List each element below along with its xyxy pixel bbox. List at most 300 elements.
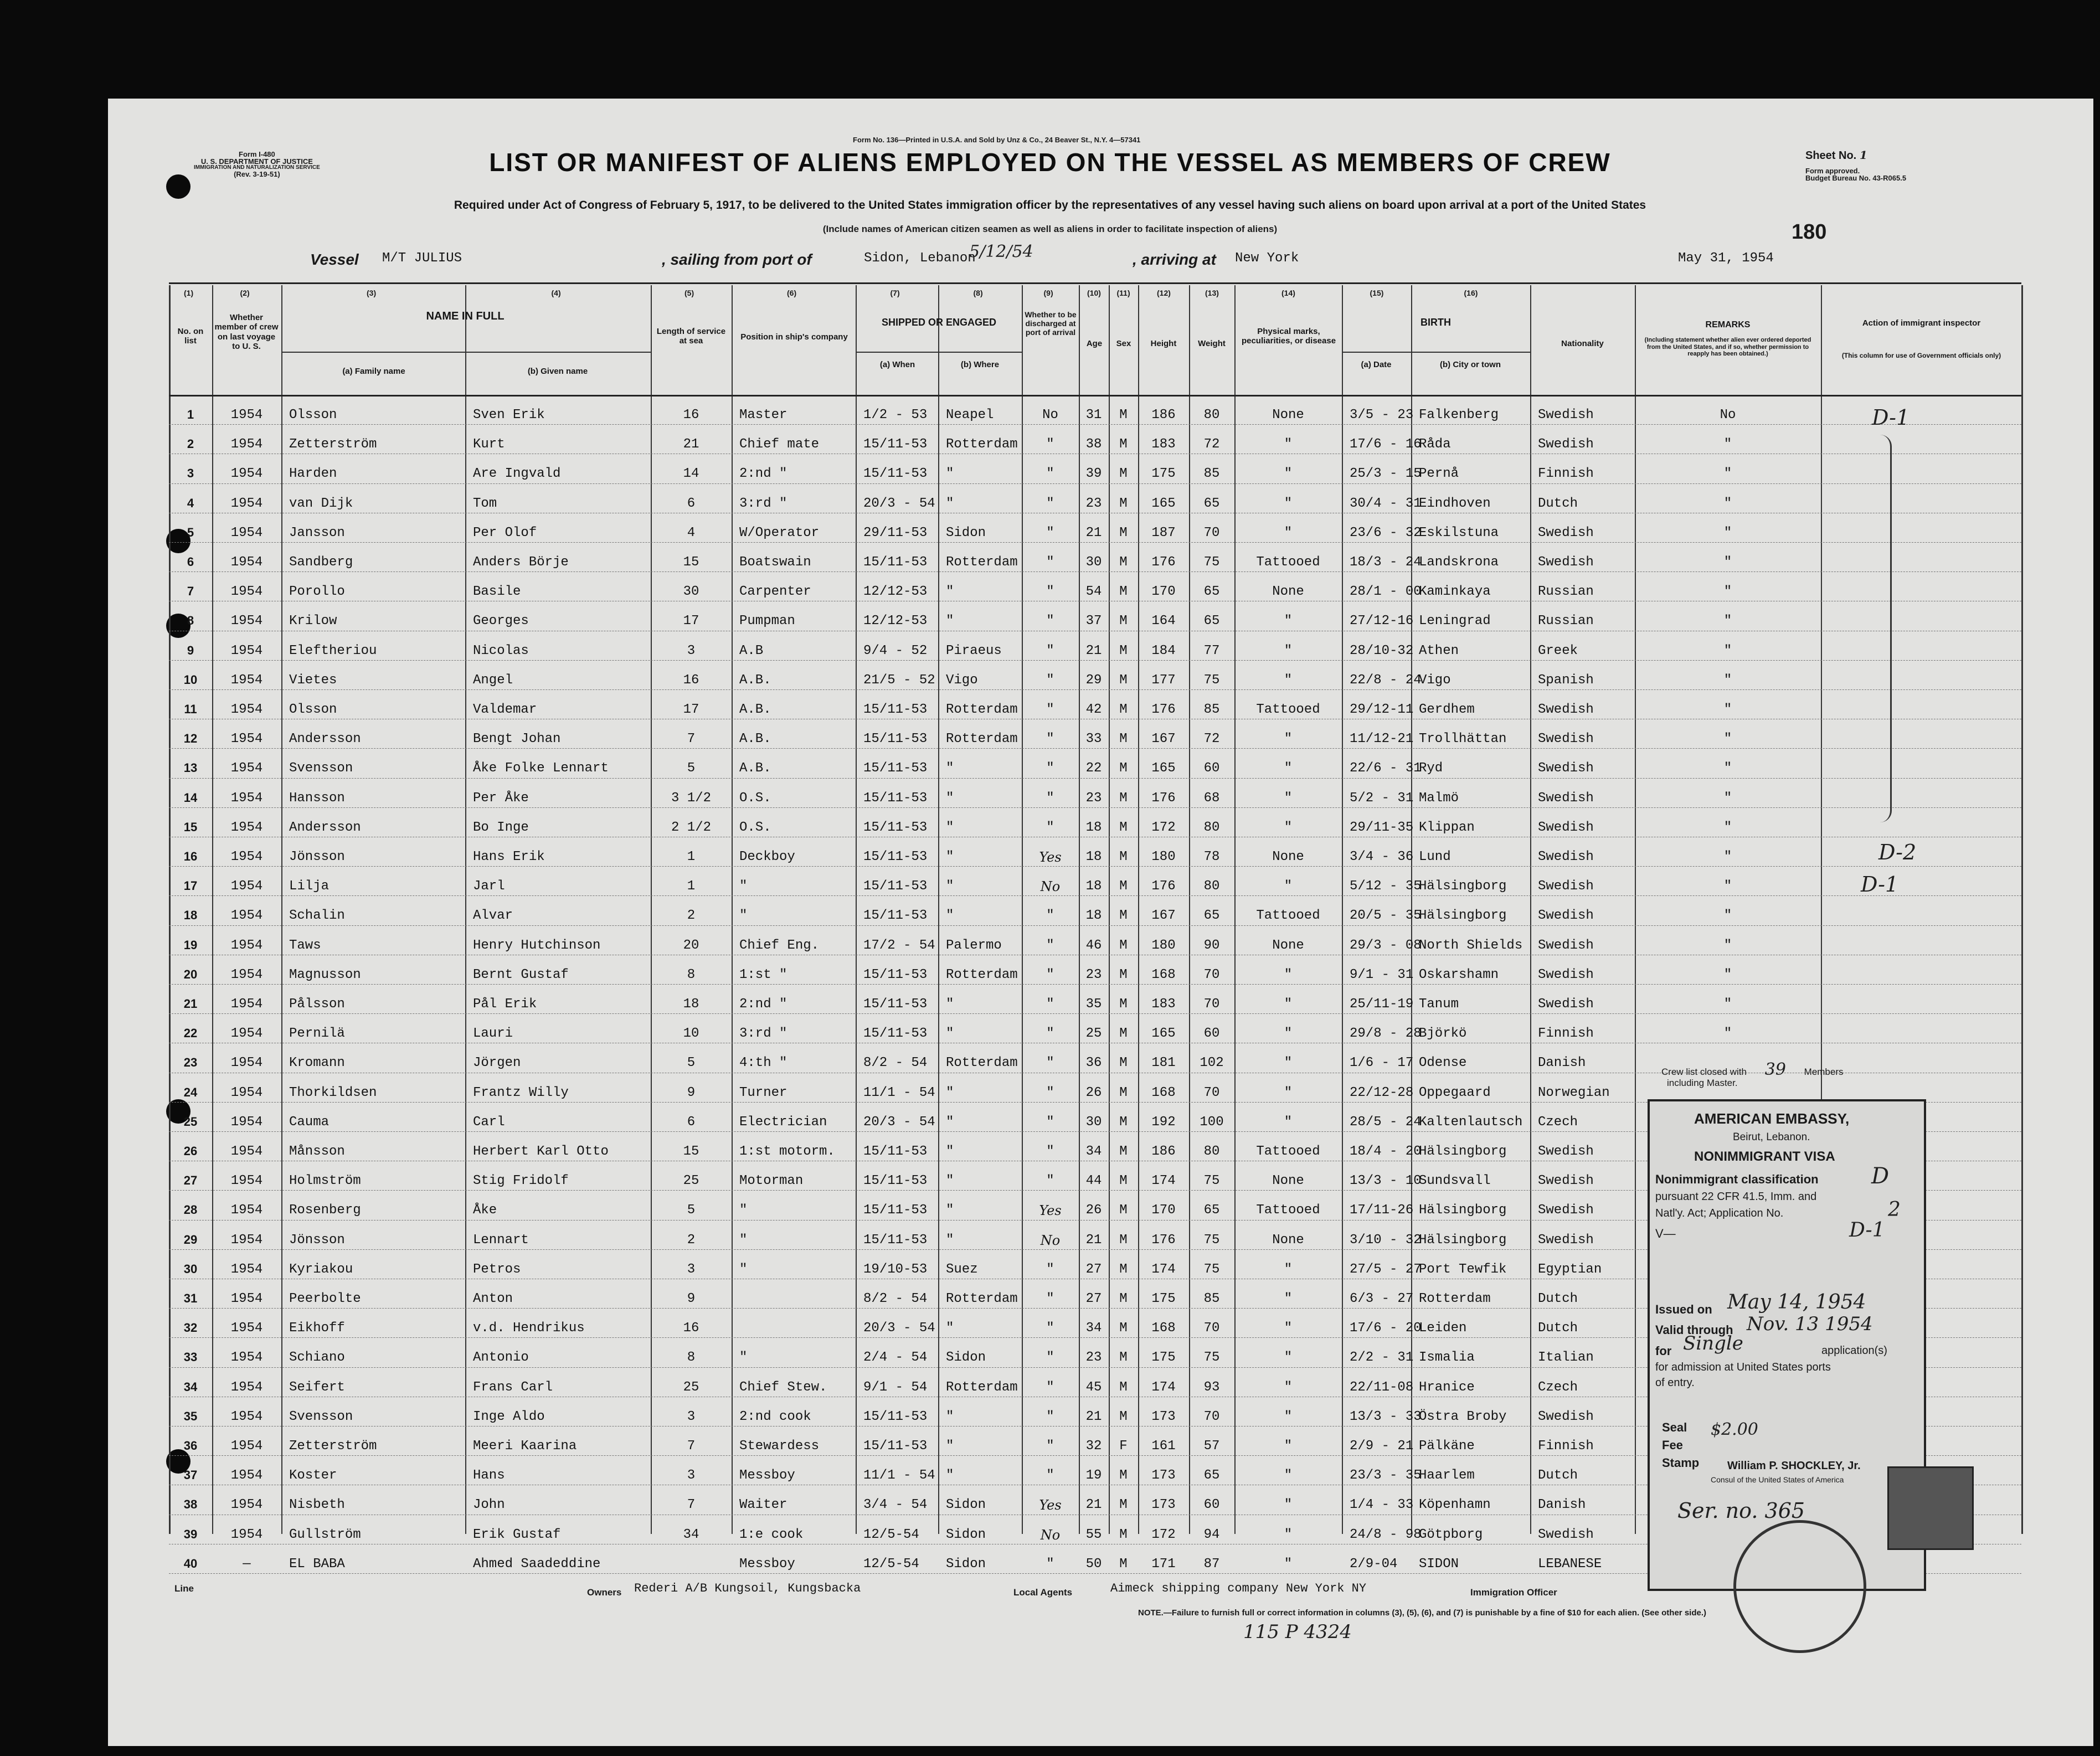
cell-yr: 1954 [230,1114,263,1130]
cell-len: 17 [683,614,699,629]
cell-where: Sidon [946,525,986,540]
cell-yr: 1954 [230,437,263,452]
cell-wt: 65 [1203,1468,1220,1484]
footer-owners-label: Owners [587,1587,622,1598]
cell-no: 17 [183,879,198,893]
cell-len: 3 [687,1409,696,1424]
cell-bd: 22/6 - 31 [1350,761,1422,776]
cell-giv: v.d. Hendrikus [473,1321,585,1336]
cell-pos: " [739,879,748,894]
cell-no: 14 [183,790,198,805]
cell-nat: Danish [1538,1497,1586,1513]
cell-no: 30 [183,1261,198,1276]
cell-when: 15/11-53 [863,967,928,982]
cell-giv: Basile [473,584,521,600]
cell-ht: 170 [1151,1203,1176,1218]
cell-giv: Antonio [473,1350,529,1366]
cell-age: 30 [1085,555,1102,570]
cell-ht: 175 [1151,1291,1176,1306]
cell-sex: M [1119,1350,1128,1366]
cell-dis: No [1040,1232,1061,1248]
cell-no: 4 [187,496,194,510]
cell-yr: 1954 [230,408,263,423]
cell-age: 39 [1085,466,1102,482]
cell-age: 34 [1085,1321,1102,1336]
cell-nat: Swedish [1538,1173,1594,1189]
cell-bd: 28/1 - 00 [1350,584,1422,600]
cell-yr: 1954 [230,908,263,924]
cell-dis: " [1046,496,1054,511]
cell-wt: 85 [1203,702,1220,717]
cell-ht: 186 [1151,1144,1176,1159]
cell-nat: Swedish [1538,1527,1594,1542]
cell-yr: 1954 [230,643,263,658]
column-number: (16) [1464,289,1478,297]
sailing-date: 5/12/54 [969,242,1033,261]
cell-fam: Andersson [289,820,361,835]
cell-age: 21 [1085,643,1102,658]
arriving-label: , arriving at [1133,251,1216,268]
cell-ht: 168 [1151,1085,1176,1100]
cell-fam: Seifert [289,1379,345,1395]
cell-nat: Russian [1538,614,1594,629]
cell-ht: 165 [1151,496,1176,511]
cell-nat: Danish [1538,1055,1586,1071]
cell-dis: " [1046,1055,1054,1071]
cell-nat: Finnish [1538,1026,1594,1042]
cell-bd: 5/12 - 35 [1350,879,1422,894]
arriving-port: New York [1235,251,1299,266]
cell-age: 23 [1085,967,1102,982]
cell-bd: 24/8 - 98 [1350,1527,1422,1542]
cell-no: 37 [183,1468,198,1482]
cell-sex: M [1119,525,1128,540]
cell-yr: 1954 [230,672,263,688]
cell-no: 15 [183,820,198,834]
cell-where: Rotterdam [946,1291,1018,1306]
consular-seal [1733,1520,1866,1653]
cell-city: Lund [1419,849,1451,864]
cell-len: 2 1/2 [671,820,711,835]
cell-mk: Tattooed [1256,908,1320,924]
cell-nat: Swedish [1538,938,1594,953]
cell-city: Oskarshamn [1419,967,1499,982]
header-where: (b) Where [960,360,1000,369]
cell-sex: M [1119,1291,1128,1306]
footer-note: NOTE.—Failure to furnish full or correct information in columns (3), (5), (6), and (7) is punishable by a fine of $10 for each alien. (See other side.) [1138,1608,1706,1618]
sailing-port: Sidon, Lebanon [864,251,976,266]
cell-city: Ismalia [1419,1350,1475,1366]
cell-wt: 77 [1203,643,1220,658]
cell-rem: " [1723,879,1732,894]
cell-where: Rotterdam [946,967,1018,982]
cell-nat: Swedish [1538,1203,1594,1218]
footer-agents-label: Local Agents [1013,1587,1073,1598]
cell-giv: Per Olof [473,525,537,540]
column-number: (12) [1157,289,1171,297]
cell-rem: " [1723,672,1732,688]
cell-giv: Erik Gustaf [473,1527,561,1542]
cell-bd: 1/6 - 17 [1350,1055,1414,1071]
cell-rem: " [1723,761,1732,776]
cell-giv: Herbert Karl Otto [473,1144,609,1159]
cell-nat: Swedish [1538,702,1594,717]
cell-giv: Bernt Gustaf [473,967,569,982]
cell-fam: Vietes [289,672,337,688]
cell-dis: " [1046,938,1054,953]
cell-mk: None [1272,1232,1304,1248]
cell-yr: 1954 [230,1144,263,1159]
cell-yr: 1954 [230,1055,263,1071]
cell-wt: 65 [1203,908,1220,924]
cell-wt: 70 [1203,1085,1220,1100]
vessel-name: M/T JULIUS [382,251,462,266]
cell-mk: " [1284,879,1293,894]
cell-sex: M [1119,1409,1128,1424]
cell-age: 23 [1085,790,1102,806]
cell-pos: 3:rd " [739,1026,787,1042]
row-divider [169,424,2021,425]
cell-wt: 57 [1203,1439,1220,1454]
header-when: (a) When [879,360,915,369]
cell-fam: EL BABA [289,1556,345,1572]
cell-when: 20/3 - 54 [863,1114,935,1130]
cell-giv: Are Ingvald [473,466,561,482]
cell-wt: 102 [1200,1055,1224,1071]
cell-pos: Waiter [739,1497,787,1513]
cell-city: Oppegaard [1419,1085,1491,1100]
cell-where: " [946,1173,954,1189]
cell-wt: 75 [1203,555,1220,570]
cell-yr: 1954 [230,466,263,482]
cell-len: 21 [683,437,699,452]
cell-age: 23 [1085,1350,1102,1366]
binder-hole [166,174,191,199]
cell-pos: " [739,1261,748,1277]
arrival-date: May 31, 1954 [1678,251,1774,266]
cell-bd: 6/3 - 27 [1350,1291,1414,1306]
cell-dis: Yes [1039,1497,1062,1513]
cell-yr: 1954 [230,1232,263,1248]
cell-when: 15/11-53 [863,1173,928,1189]
cell-wt: 80 [1203,820,1220,835]
cell-ht: 184 [1151,643,1176,658]
cell-sex: M [1119,820,1128,835]
cell-city: Hälsingborg [1419,908,1507,924]
cell-sex: M [1119,466,1128,482]
cell-age: 50 [1085,1556,1102,1572]
cell-bd: 18/4 - 20 [1350,1144,1422,1159]
cell-age: 21 [1085,525,1102,540]
cell-age: 31 [1085,408,1102,423]
cell-city: Athen [1419,643,1459,658]
cell-pos: Carpenter [739,584,811,600]
cell-dis: " [1046,1556,1054,1572]
cell-no: 19 [183,938,198,952]
header-no: No. on list [177,327,204,346]
cell-wt: 94 [1203,1527,1220,1542]
column-number: (2) [240,289,250,297]
cell-age: 25 [1085,1026,1102,1042]
cell-rem: " [1723,466,1732,482]
cell-where: " [946,820,954,835]
page-subtitle-note: (Include names of American citizen seamen as well as aliens in order to facilitate inspection of aliens) [822,224,1278,234]
cell-ht: 180 [1151,849,1176,864]
cell-city: Odense [1419,1055,1467,1071]
cell-dis: " [1046,466,1054,482]
cell-rem: " [1723,820,1732,835]
cell-mk: " [1284,614,1293,629]
row-divider [169,748,2021,749]
cell-mk: None [1272,938,1304,953]
cell-when: 15/11-53 [863,1439,928,1454]
cell-city: Pernå [1419,466,1459,482]
fiscal-stamp [1887,1466,1974,1550]
cell-giv: Nicolas [473,643,529,658]
cell-nat: Swedish [1538,1409,1594,1424]
cell-no: 2 [187,437,194,451]
cell-bd: 5/2 - 31 [1350,790,1414,806]
cell-nat: Swedish [1538,437,1594,452]
cell-where: Rotterdam [946,702,1018,717]
cell-no: 7 [187,584,194,599]
cell-nat: Dutch [1538,496,1578,511]
cell-dis: " [1046,1468,1054,1484]
cell-no: 35 [183,1409,198,1423]
cell-when: 11/1 - 54 [863,1468,935,1484]
cell-age: 34 [1085,1144,1102,1159]
cell-bd: 29/3 - 08 [1350,938,1422,953]
cell-nat: Dutch [1538,1321,1578,1336]
cell-giv: Åke Folke Lennart [473,761,609,776]
cell-age: 18 [1085,849,1102,864]
cell-no: 24 [183,1085,198,1099]
cell-dis: " [1046,702,1054,717]
cell-rem: " [1723,732,1732,747]
cell-giv: Kurt [473,437,505,452]
cell-giv: Pål Erik [473,997,537,1012]
cell-yr: 1954 [230,1379,263,1395]
cell-sex: M [1119,761,1128,776]
cell-pos: A.B. [739,732,771,747]
cell-ht: 183 [1151,437,1176,452]
cell-dis: " [1046,525,1054,540]
sailing-label: , sailing from port of [662,251,812,268]
embassy-visa-stamp: AMERICAN EMBASSY, Beirut, Lebanon. NONIMMIGRANT VISA Nonimmigrant classification D pursuant 22 CFR 41.5, Imm. and Natl'y. Act; Application No. 2 V— D-1 Issued on May 14, 1954 Valid through Nov. 13 1954 for Single application(s) for admission at United States ports of entry. Seal Fee $2.00 Stamp William P. SHOCKLEY, Jr. Consul of the United States of America Ser. no. 365 [1648,1099,1926,1591]
cell-when: 2/4 - 54 [863,1350,928,1366]
header-birth-date: (a) Date [1361,360,1392,369]
cell-ht: 167 [1151,732,1176,747]
cell-sex: M [1119,584,1128,600]
cell-when: 15/11-53 [863,466,928,482]
cell-sex: M [1119,437,1128,452]
header-height: Height [1150,339,1177,348]
cell-nat: Finnish [1538,466,1594,482]
cell-giv: Lauri [473,1026,513,1042]
cell-giv: Alvar [473,908,513,924]
cell-where: Sidon [946,1556,986,1572]
cell-sex: M [1119,1114,1128,1130]
cell-fam: Krilow [289,614,337,629]
cell-where: Rotterdam [946,437,1018,452]
crew-list-closed: Crew list closed with 39 Members including Master. [1661,1060,1844,1088]
column-number: (7) [890,289,900,297]
cell-pos: A.B. [739,672,771,688]
cell-where: " [946,908,954,924]
cell-bd: 29/8 - 28 [1350,1026,1422,1042]
cell-len: 2 [687,908,696,924]
cell-city: Eskilstuna [1419,525,1499,540]
cell-yr: 1954 [230,1497,263,1513]
cell-yr: 1954 [230,702,263,717]
cell-wt: 70 [1203,1409,1220,1424]
cell-ht: 176 [1151,1232,1176,1248]
cell-pos: Turner [739,1085,787,1100]
header-length: Length of service at sea [656,327,726,346]
cell-fam: Svensson [289,1409,353,1424]
cell-wt: 70 [1203,525,1220,540]
cell-sex: M [1119,967,1128,982]
cell-where: Suez [946,1261,978,1277]
cell-ht: 173 [1151,1409,1176,1424]
cell-nat: Spanish [1538,672,1594,688]
cell-len: 3 1/2 [671,790,711,806]
cell-fam: Nisbeth [289,1497,345,1513]
cell-wt: 70 [1203,967,1220,982]
cell-city: North Shields [1419,938,1523,953]
cell-wt: 85 [1203,466,1220,482]
cell-no: 28 [183,1203,198,1217]
cell-pos: 2:nd cook [739,1409,811,1424]
cell-no: 12 [183,732,198,746]
cell-city: Kaltenlautsch [1419,1114,1523,1130]
cell-rem: " [1723,496,1732,511]
header-action: Action of immigrant inspector [1862,318,1981,328]
cell-age: 29 [1085,672,1102,688]
cell-mk: " [1284,732,1293,747]
cell-no: 16 [183,849,198,863]
cell-ht: 172 [1151,820,1176,835]
cell-pos: Motorman [739,1173,804,1189]
cell-dis: " [1046,761,1054,776]
cell-city: Pälkäne [1419,1439,1475,1454]
page-subtitle: Required under Act of Congress of February 5, 1917, to be delivered to the United States immigration officer by the representatives of any vessel having such aliens on board upon arrival at a port of the United States [454,199,1646,212]
cell-giv: Anders Börje [473,555,569,570]
cell-where: " [946,1114,954,1130]
header-family: (a) Family name [342,367,405,376]
cell-sex: M [1119,1527,1128,1542]
cell-wt: 60 [1203,1497,1220,1513]
cell-yr: 1954 [230,496,263,511]
cell-giv: Petros [473,1261,521,1277]
cell-nat: Swedish [1538,408,1594,423]
cell-where: " [946,1085,954,1100]
cell-sex: M [1119,1321,1128,1336]
cell-ht: 176 [1151,555,1176,570]
cell-nat: Czech [1538,1114,1578,1130]
cell-bd: 28/10-32 [1350,643,1414,658]
cell-where: Rotterdam [946,1055,1018,1071]
cell-mk: " [1284,820,1293,835]
cell-mk: " [1284,1055,1293,1071]
cell-age: 44 [1085,1173,1102,1189]
cell-when: 8/2 - 54 [863,1291,928,1306]
cell-when: 17/2 - 54 [863,938,935,953]
cell-giv: Carl [473,1114,505,1130]
cell-mk: " [1284,525,1293,540]
cell-city: Hranice [1419,1379,1475,1395]
cell-where: Vigo [946,672,978,688]
cell-dis: " [1046,1261,1054,1277]
cell-rem: " [1723,437,1732,452]
cell-len: 10 [683,1026,699,1042]
cell-pos: Chief Stew. [739,1379,827,1395]
cell-age: 19 [1085,1468,1102,1484]
cell-bd: 17/6 - 20 [1350,1321,1422,1336]
cell-dis: " [1046,614,1054,629]
cell-when: 29/11-53 [863,525,928,540]
cell-rem: " [1723,643,1732,658]
cell-giv: Bo Inge [473,820,529,835]
cell-rem: " [1723,849,1732,864]
cell-when: 9/1 - 54 [863,1379,928,1395]
cell-rem: " [1723,1026,1732,1042]
cell-giv: Angel [473,672,513,688]
cell-mk: " [1284,1379,1293,1395]
cell-dis: " [1046,1085,1054,1100]
cell-age: 54 [1085,584,1102,600]
footer-officer-label: Immigration Officer [1470,1587,1557,1598]
cell-yr: 1954 [230,525,263,540]
cell-ht: 181 [1151,1055,1176,1071]
cell-age: 42 [1085,702,1102,717]
cell-nat: Swedish [1538,967,1594,982]
cell-dis: " [1046,997,1054,1012]
cell-ht: 170 [1151,584,1176,600]
column-number: (5) [684,289,694,297]
cell-len: 34 [683,1527,699,1542]
cell-no: 33 [183,1350,198,1364]
cell-when: 15/11-53 [863,1232,928,1248]
cell-fam: Kromann [289,1055,345,1071]
row-divider [169,984,2021,985]
cell-no: 25 [183,1114,198,1129]
header-name: NAME IN FULL [426,310,505,322]
cell-wt: 75 [1203,1232,1220,1248]
cell-no: 18 [183,908,198,923]
form-approved: Form approved. Budget Bureau No. 43-R065.5 [1805,167,1907,182]
cell-where: Neapel [946,408,994,423]
cell-where: " [946,1468,954,1484]
cell-dis: " [1046,967,1054,982]
cell-fam: Porollo [289,584,345,600]
cell-dis: Yes [1039,1203,1062,1219]
cell-sex: M [1119,790,1128,806]
cell-fam: Pålsson [289,997,345,1012]
cell-wt: 100 [1200,1114,1224,1130]
cell-dis: " [1046,1321,1054,1336]
header-rule [169,282,2021,284]
cell-pos: Boatswain [739,555,811,570]
cell-len: 7 [687,732,696,747]
cell-when: 15/11-53 [863,1026,928,1042]
cell-pos: Messboy [739,1468,795,1484]
cell-fam: Olsson [289,702,337,717]
cell-ht: 176 [1151,702,1176,717]
row-divider [169,925,2021,926]
cell-dis: " [1046,1144,1054,1159]
cell-city: Kaminkaya [1419,584,1491,600]
